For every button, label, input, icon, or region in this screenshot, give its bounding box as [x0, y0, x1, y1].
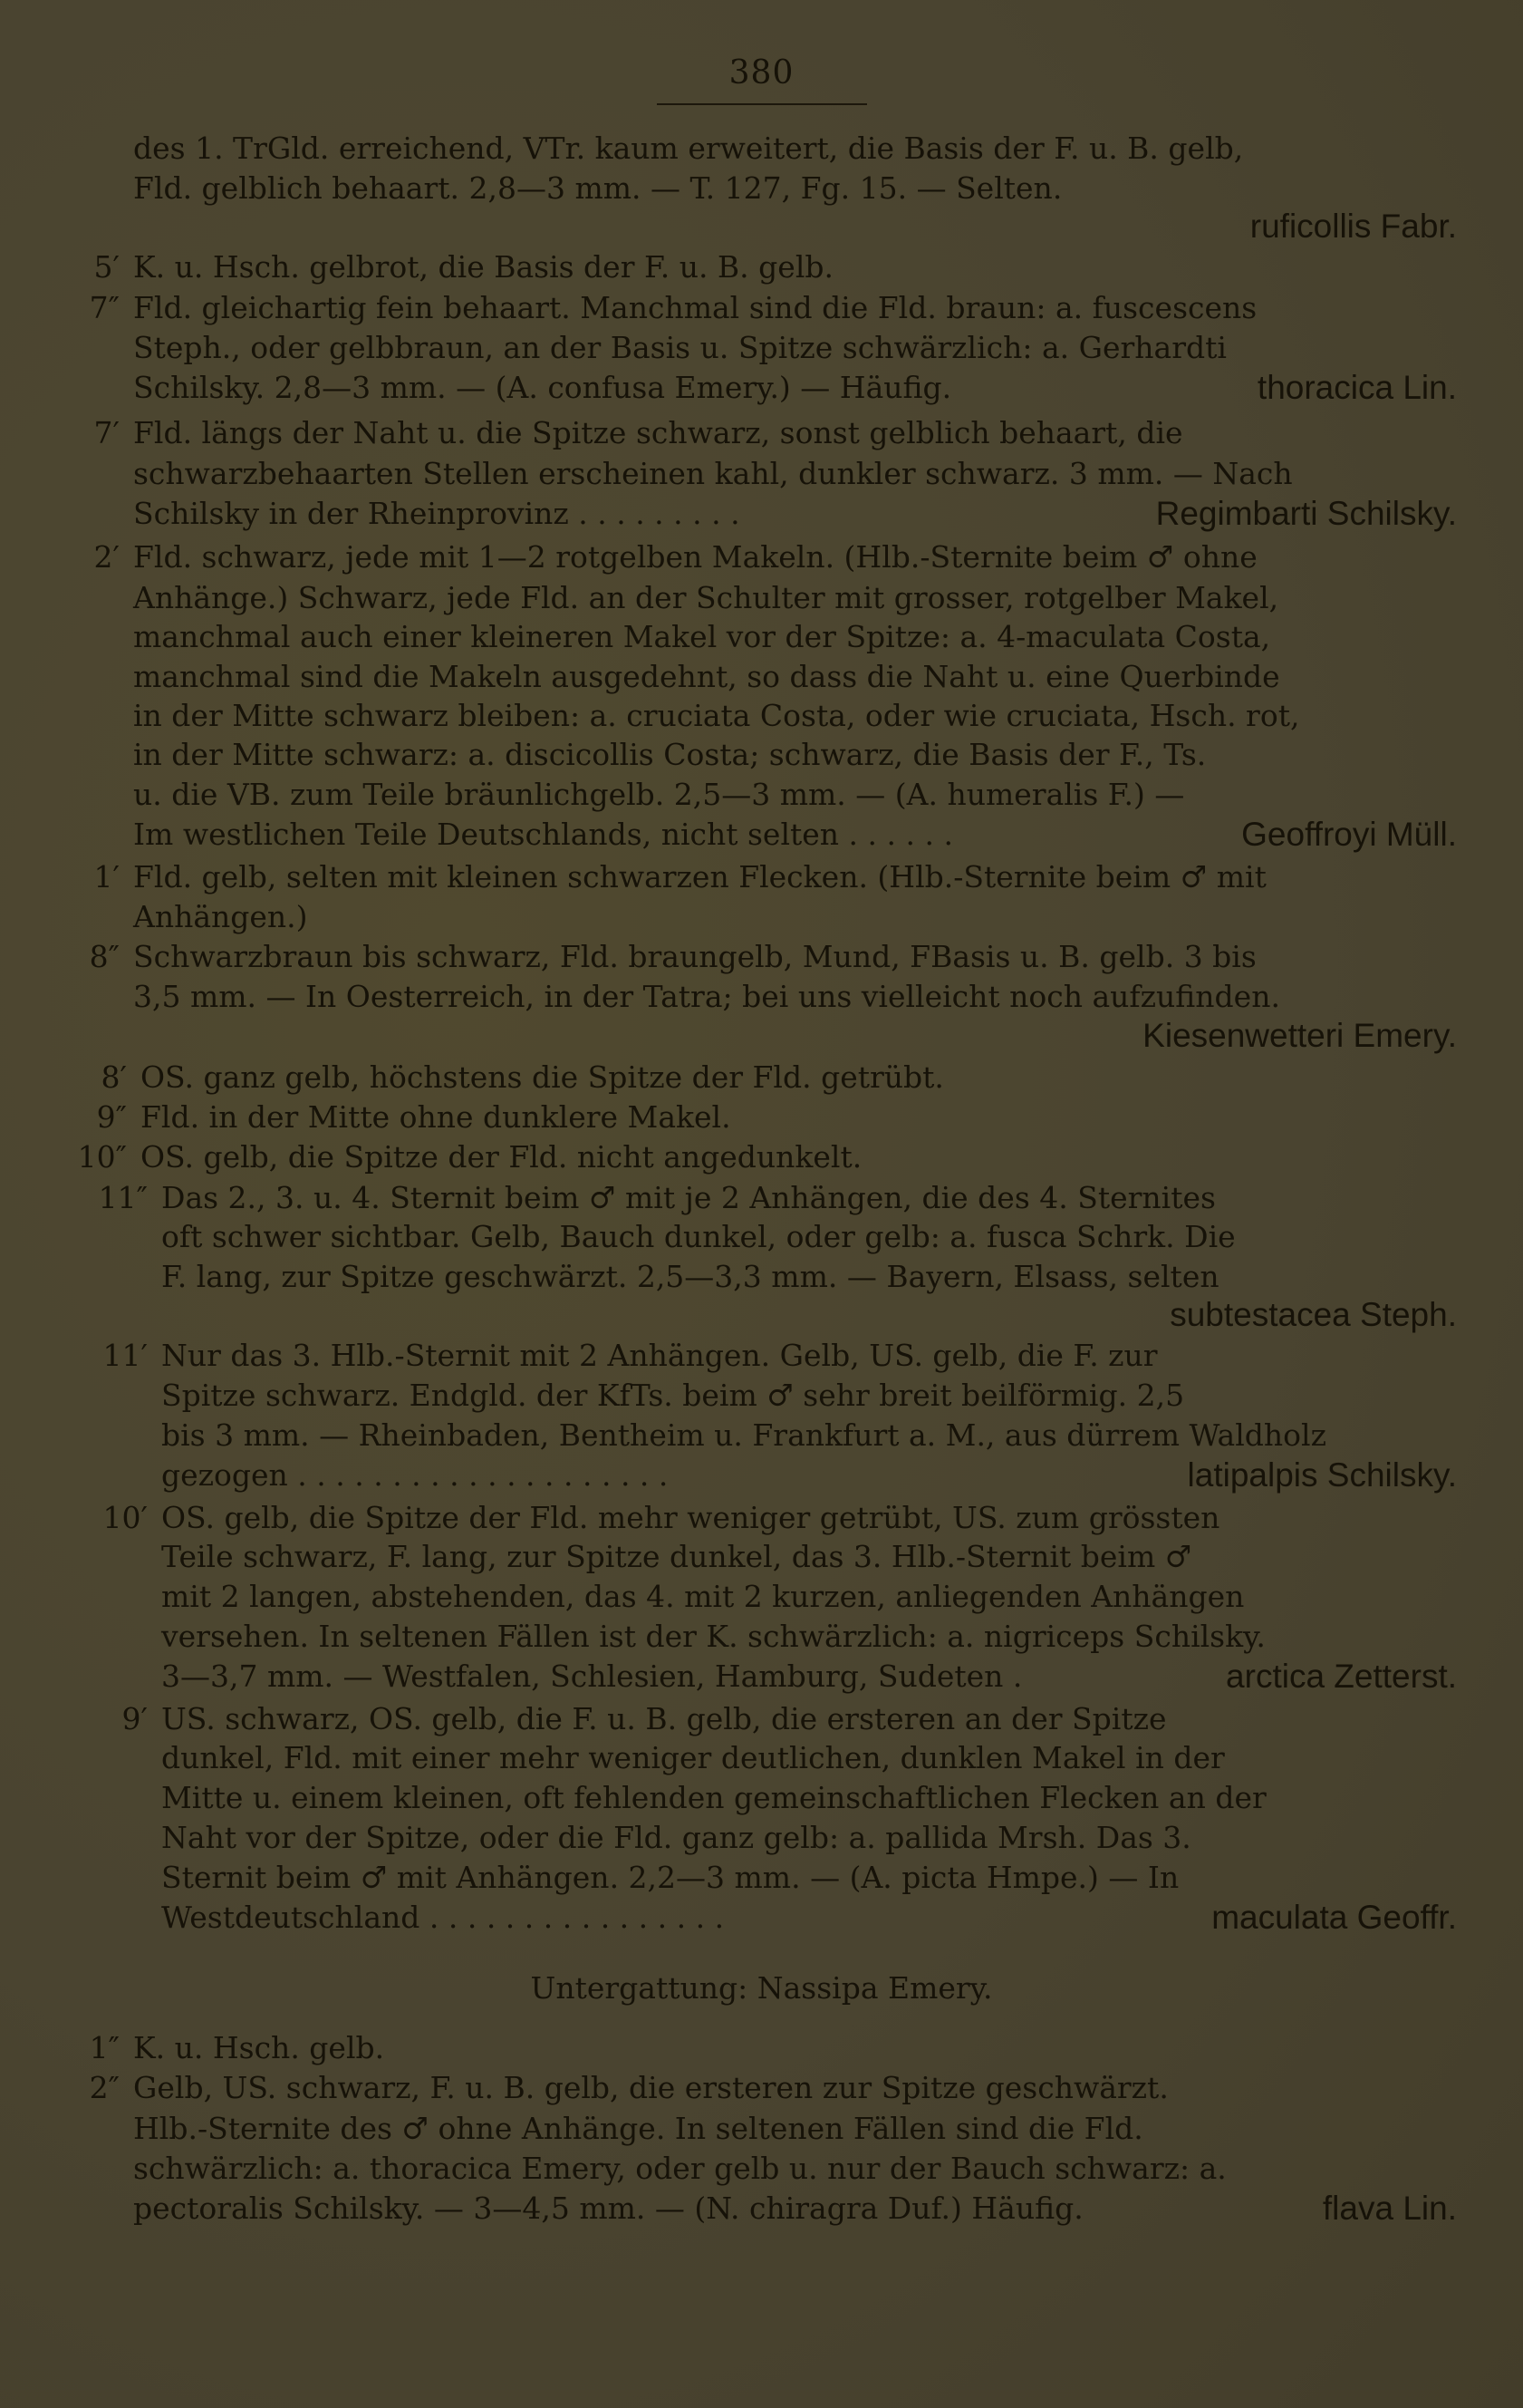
text-line	[0, 1818, 1523, 1858]
species-name: flava Lin.	[1322, 2190, 1457, 2227]
text-line	[0, 735, 1523, 775]
line-text: oft schwer sichtbar. Gelb, Bauch dunkel, oder gelb: a. fusca Schrk. Die	[161, 1219, 1236, 1254]
text-line	[0, 413, 1523, 453]
line-text: Hlb.-Sternite des ♂ ohne Anhänge. In seltenen Fällen sind die Fld.	[133, 2111, 1143, 2146]
text-line	[0, 1498, 1523, 1538]
key-number: 2″	[89, 2070, 120, 2105]
key-number: 11″	[98, 1180, 148, 1215]
line-text: des 1. TrGld. erreichend, VTr. kaum erweitert, die Basis der F. u. B. gelb,	[133, 131, 1244, 166]
species-name: maculata Geoffr.	[1211, 1899, 1457, 1936]
text-line	[0, 578, 1523, 618]
key-number: 7′	[93, 415, 120, 450]
text-line	[0, 1217, 1523, 1257]
text-line	[0, 775, 1523, 815]
key-number: 8′	[101, 1059, 127, 1095]
line-text: in der Mitte schwarz: a. discicollis Costa; schwarz, die Basis der F., Ts.	[133, 737, 1207, 772]
key-number: 10′	[102, 1500, 148, 1535]
line-text: in der Mitte schwarz bleiben: a. cruciata Costa, oder wie cruciata, Hsch. rot,	[133, 698, 1300, 733]
text-line	[0, 368, 1523, 408]
line-text: Anhängen.)	[133, 899, 308, 934]
text-line	[0, 1537, 1523, 1577]
text-line	[0, 897, 1523, 937]
line-text: US. schwarz, OS. gelb, die F. u. B. gelb, die ersteren an der Spitze	[161, 1701, 1167, 1736]
text-line	[0, 1699, 1523, 1739]
line-text: gezogen . . . . . . . . . . . . . . . . . . . .	[161, 1457, 669, 1493]
key-number: 5′	[93, 249, 120, 285]
species-name: latipalpis Schilsky.	[1187, 1456, 1457, 1494]
species-name: ruficollis Fabr.	[1249, 208, 1457, 245]
text-line	[0, 1137, 1523, 1177]
key-number: 2′	[93, 539, 120, 575]
line-text: Westdeutschland . . . . . . . . . . . . . . . .	[161, 1900, 725, 1935]
text-line	[0, 1058, 1523, 1098]
text-line	[0, 1898, 1523, 1938]
text-line	[0, 1376, 1523, 1416]
line-text: manchmal auch einer kleineren Makel vor der Spitze: a. 4-maculata Costa,	[133, 619, 1271, 654]
text-line	[0, 977, 1523, 1017]
text-line	[0, 1738, 1523, 1778]
text-line	[0, 207, 1523, 247]
text-line	[0, 1098, 1523, 1137]
text-line	[0, 937, 1523, 977]
line-text: Fld. schwarz, jede mit 1—2 rotgelben Makeln. (Hlb.-Sternite beim ♂ ohne	[133, 539, 1258, 575]
line-text: Nur das 3. Hlb.-Sternit mit 2 Anhängen. Gelb, US. gelb, die F. zur	[161, 1338, 1158, 1373]
header-rule	[657, 103, 867, 105]
text-line	[0, 1778, 1523, 1818]
text-line	[0, 454, 1523, 494]
line-text: OS. gelb, die Spitze der Fld. nicht angedunkelt.	[140, 1139, 863, 1175]
text-line	[0, 2068, 1523, 2108]
line-text: OS. gelb, die Spitze der Fld. mehr weniger getrübt, US. zum grössten	[161, 1500, 1220, 1535]
line-text: Fld. gelblich behaart. 2,8—3 mm. — T. 127, Fg. 15. — Selten.	[133, 170, 1063, 206]
line-text: Sternit beim ♂ mit Anhängen. 2,2—3 mm. — (A. picta Hmpe.) — In	[161, 1860, 1180, 1895]
text-line	[0, 288, 1523, 328]
line-text: bis 3 mm. — Rheinbaden, Bentheim u. Frankfurt a. M., aus dürrem Waldholz	[161, 1417, 1326, 1453]
key-number: 8″	[89, 939, 120, 974]
line-text: Das 2., 3. u. 4. Sternit beim ♂ mit je 2 Anhängen, die des 4. Sternites	[161, 1180, 1216, 1215]
text-line	[0, 537, 1523, 577]
key-number: 1″	[89, 2030, 120, 2065]
species-name: arctica Zetterst.	[1226, 1658, 1457, 1695]
text-line	[0, 1016, 1523, 1056]
line-text: Fld. in der Mitte ohne dunklere Makel.	[140, 1099, 731, 1135]
line-text: manchmal sind die Makeln ausgedehnt, so dass die Naht u. eine Querbinde	[133, 659, 1280, 694]
subgenus-heading	[0, 1968, 1523, 2008]
line-text: dunkel, Fld. mit einer mehr weniger deutlichen, dunklen Makel in der	[161, 1740, 1225, 1775]
line-text: 3,5 mm. — In Oesterreich, in der Tatra; bei uns vielleicht noch aufzufinden.	[133, 979, 1280, 1014]
text-line	[0, 494, 1523, 534]
key-number: 1′	[93, 859, 120, 895]
text-line	[0, 247, 1523, 287]
line-text: pectoralis Schilsky. — 3—4,5 mm. — (N. chiragra Duf.) Häufig.	[133, 2190, 1084, 2226]
line-text: mit 2 langen, abstehenden, das 4. mit 2 kurzen, anliegenden Anhängen	[161, 1579, 1245, 1614]
line-text: Anhänge.) Schwarz, jede Fld. an der Schulter mit grosser, rotgelber Makel,	[133, 580, 1279, 615]
key-number: 9′	[121, 1701, 148, 1736]
text-line	[0, 1178, 1523, 1218]
text-line	[0, 857, 1523, 897]
text-line	[0, 696, 1523, 736]
key-number: 10″	[77, 1139, 127, 1175]
line-text: OS. ganz gelb, höchstens die Spitze der Fld. getrübt.	[140, 1059, 944, 1095]
text-line	[0, 1577, 1523, 1617]
line-text: Steph., oder gelbbraun, an der Basis u. Spitze schwärzlich: a. Gerhardti	[133, 330, 1227, 365]
line-text: K. u. Hsch. gelbrot, die Basis der F. u. B. gelb.	[133, 249, 834, 285]
line-text: Schwarzbraun bis schwarz, Fld. braungelb, Mund, FBasis u. B. gelb. 3 bis	[133, 939, 1257, 974]
line-text: Naht vor der Spitze, oder die Fld. ganz gelb: a. pallida Mrsh. Das 3.	[161, 1820, 1191, 1855]
page-number: 380	[728, 54, 795, 92]
line-text: schwarzbehaarten Stellen erscheinen kahl, dunkler schwarz. 3 mm. — Nach	[133, 456, 1293, 491]
text-line	[0, 2189, 1523, 2229]
line-text: Gelb, US. schwarz, F. u. B. gelb, die ersteren zur Spitze geschwärzt.	[133, 2070, 1169, 2105]
line-text: Spitze schwarz. Endgld. der KfTs. beim ♂ sehr breit beilförmig. 2,5	[161, 1378, 1185, 1413]
line-text: Untergattung: Nassipa Emery.	[530, 1970, 993, 2006]
line-text: Im westlichen Teile Deutschlands, nicht selten . . . . . .	[133, 817, 953, 852]
line-text: Schilsky. 2,8—3 mm. — (A. confusa Emery.) — Häufig.	[133, 370, 952, 405]
line-text: Mitte u. einem kleinen, oft fehlenden gemeinschaftlichen Flecken an der	[161, 1780, 1267, 1815]
text-line	[0, 1617, 1523, 1657]
line-text: versehen. In seltenen Fällen ist der K. schwärzlich: a. nigriceps Schilsky.	[161, 1619, 1266, 1654]
text-line	[0, 1257, 1523, 1297]
line-text: Fld. gleichartig fein behaart. Manchmal sind die Fld. braun: a. fuscescens	[133, 290, 1258, 325]
text-line	[0, 1455, 1523, 1495]
line-text: F. lang, zur Spitze geschwärzt. 2,5—3,3 mm. — Bayern, Elsass, selten	[161, 1259, 1219, 1294]
line-text: K. u. Hsch. gelb.	[133, 2030, 385, 2065]
species-name: thoracica Lin.	[1257, 369, 1457, 406]
text-line	[0, 1416, 1523, 1455]
text-line	[0, 169, 1523, 208]
species-name: Geoffroyi Müll.	[1241, 816, 1457, 853]
key-number: 11′	[102, 1338, 148, 1373]
text-line	[0, 1858, 1523, 1898]
text-line	[0, 2028, 1523, 2068]
text-line	[0, 657, 1523, 697]
key-number: 9″	[96, 1099, 127, 1135]
key-number: 7″	[89, 290, 120, 325]
text-line	[0, 129, 1523, 169]
line-text: Teile schwarz, F. lang, zur Spitze dunkel, das 3. Hlb.-Sternit beim ♂	[161, 1539, 1192, 1574]
text-line	[0, 1657, 1523, 1697]
line-text: Fld. gelb, selten mit kleinen schwarzen Flecken. (Hlb.-Sternite beim ♂ mit	[133, 859, 1267, 895]
species-name: Regimbarti Schilsky.	[1155, 495, 1457, 532]
line-text: Schilsky in der Rheinprovinz . . . . . . . . .	[133, 496, 740, 531]
text-line	[0, 815, 1523, 855]
species-name: subtestacea Steph.	[1170, 1296, 1457, 1333]
species-name: Kiesenwetteri Emery.	[1142, 1017, 1457, 1054]
text-line	[0, 1295, 1523, 1335]
line-text: Fld. längs der Naht u. die Spitze schwarz, sonst gelblich behaart, die	[133, 415, 1183, 450]
text-line	[0, 328, 1523, 368]
text-line	[0, 1336, 1523, 1376]
text-line	[0, 2109, 1523, 2149]
line-text: u. die VB. zum Teile bräunlichgelb. 2,5—3 mm. — (A. humeralis F.) —	[133, 777, 1185, 812]
text-line	[0, 2149, 1523, 2189]
line-text: schwärzlich: a. thoracica Emery, oder gelb u. nur der Bauch schwarz: a.	[133, 2151, 1227, 2186]
text-line	[0, 617, 1523, 657]
line-text: 3—3,7 mm. — Westfalen, Schlesien, Hamburg, Sudeten .	[161, 1659, 1023, 1694]
